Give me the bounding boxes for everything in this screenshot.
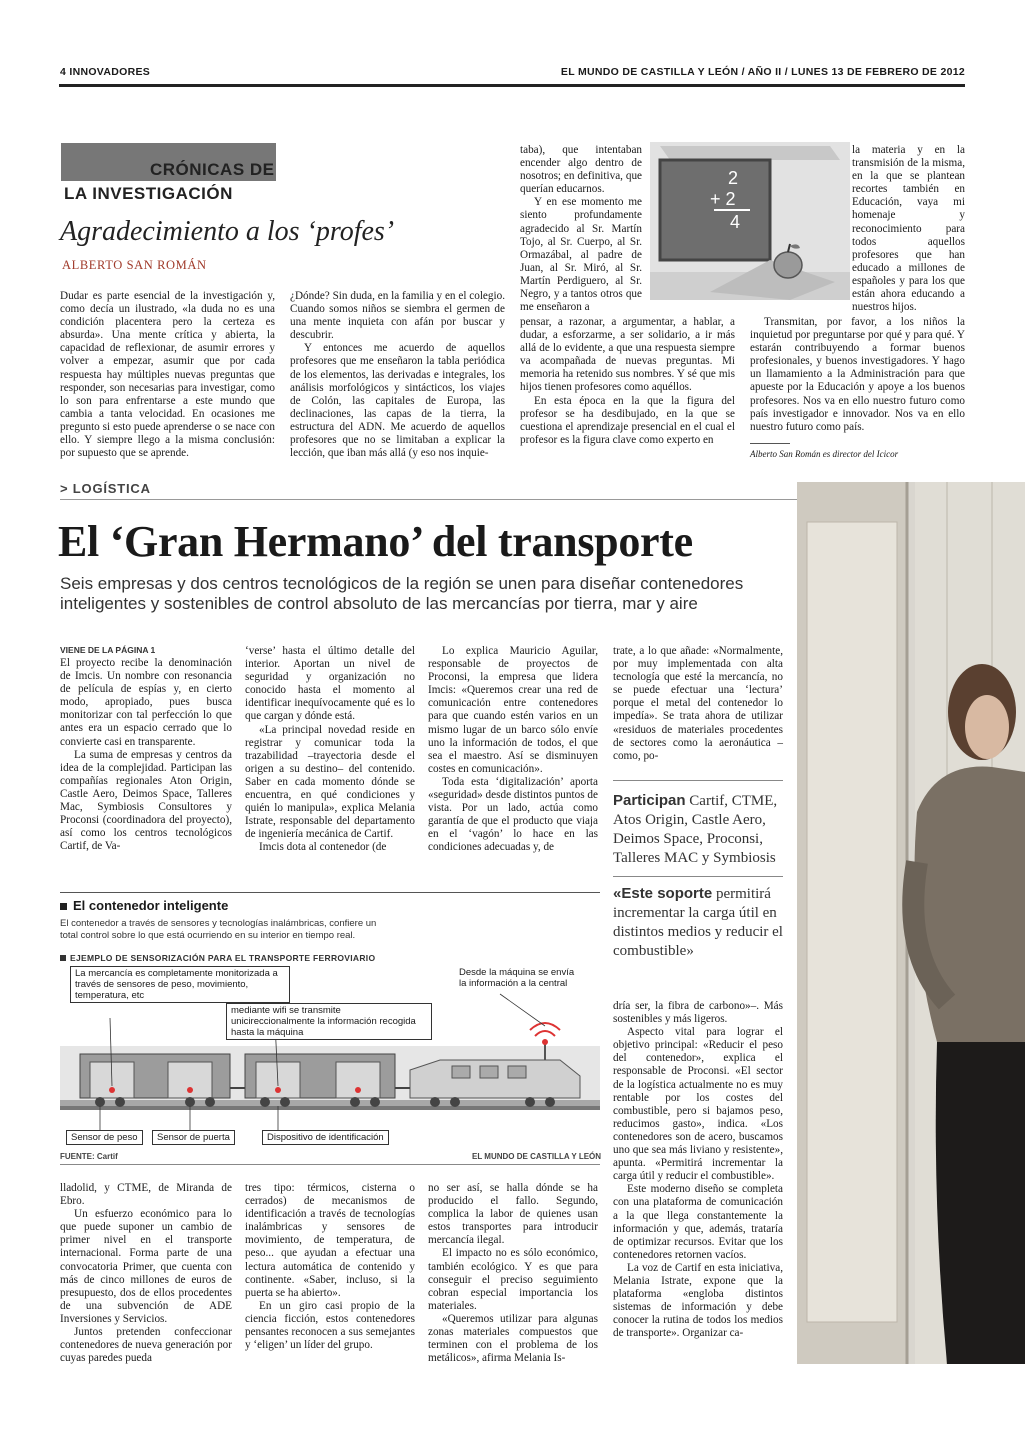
infographic-source: FUENTE: Cartif — [60, 1152, 118, 1161]
paragraph: Transmitan, por favor, a los niños la inquietud por preguntarse por qué y para qué. Y estarán contribuyendo a formar buenos profesionales, y buenos investigadores. Y hago un llamamiento a la Administración para que apueste por la Educación y apoye a los buenos profesores. Nos va en ello nuestro futuro como país investigador e innovador. Nos va en ello nuestro futuro como país. — [750, 316, 965, 433]
portrait-photo — [797, 482, 1025, 1364]
paragraph: dría ser, la fibra de carbono»–. Más sostenibles y más ligeros. — [613, 1000, 783, 1026]
cronicas-col-3-bottom — [520, 316, 735, 447]
board-digit-3: 4 — [730, 212, 741, 232]
header-rule — [59, 84, 965, 87]
paragraph: El proyecto recibe la denominación de Imcis. Un nombre con resonancia de película de espías y, en cierto modo, apropiado, pues busca monitorizar con tal perfección lo que antes era un espacio cerrado que lo convierte casi en transparente. — [60, 657, 232, 748]
paper-info: EL MUNDO DE CASTILLA Y LEÓN / AÑO II / LUNES 13 DE FEBRERO DE 2012 — [560, 66, 965, 78]
paragraph: tres tipo: térmicos, cisterna o cerrados) de mecanismos de identificación a través de tecnologías inalámbricas y sensores de movimiento, de temperatura, de peso... que ayudan a efectuar una lectura automática de contenido y continente. «Saber, incluso, si la puerta se ha abierto». — [245, 1182, 415, 1299]
paragraph: trate, a lo que añade: «Normalmente, por muy implementada con alta tecnología que esté la mercancía, no se puede efectuar una ‘lectura’ porque el metal del contenedor lo impedía». Se trata ahora de utilizar «residuos de materiales procedentes de sectores como la aeronáutica –como, po- — [613, 645, 783, 762]
board-digit-1: 2 — [728, 168, 739, 188]
paragraph: Imcis dota al contenedor (de — [259, 841, 387, 854]
paragraph: pensar, a razonar, a argumentar, a hablar, a dudar, a esforzarme, a ser solidario, a ir más allá de lo evidente, a que una respuesta siempre va acompañada de nuevas preguntas. Mi memoria ha retenido sus nombres. Y sé que mis hijos tienen profesores como aquéllos. — [520, 316, 735, 394]
pull-quote — [613, 884, 785, 961]
infographic-rule — [60, 892, 600, 893]
infographic-credit: EL MUNDO DE CASTILLA Y LEÓN — [472, 1152, 602, 1161]
section-rule — [60, 499, 797, 500]
infographic-title-text: El contenedor inteligente — [73, 898, 229, 913]
paragraph: ¿Dónde? Sin duda, en la familia y en el colegio. Cuando somos niños se siembra el germen de una mente inquieta con afán por buscar y descubrir. — [290, 290, 505, 342]
logistica-col-1 — [60, 657, 232, 853]
square-bullet-icon — [60, 903, 67, 910]
paragraph: no ser así, se halla dónde se ha producido el fallo. Segundo, complica la labor de quienes usan estos transportes para introducir mercancía ilegal. — [428, 1182, 598, 1247]
logistica-col-2 — [245, 645, 415, 855]
infographic-bottom-rule — [60, 1164, 600, 1165]
page-section-label: 4 INNOVADORES — [60, 66, 151, 78]
logistica-bottom-col-2 — [245, 1182, 415, 1352]
label-machine: Desde la máquina se envía la información a la central — [455, 966, 583, 990]
byline: ALBERTO SAN ROMÁN — [62, 258, 207, 272]
locomotive — [410, 1023, 580, 1107]
cronicas-col-3-top — [520, 144, 642, 314]
infographic-intro: El contenedor a través de sensores y tecnologías inalámbricas, confiere un total control sobre lo que está ocurriendo en su interior en tiempo real. — [60, 918, 377, 941]
paragraph: Y entonces me acuerdo de aquellos profesores que me enseñaron la tabla periódica de los elementos, las derivadas e integrales, los análisis morfológicos y sintácticos, los viajes de Colón, las capitales de Europa, las declinaciones, las capas de la tierra, la estructura del ADN. Me acuerdo de aquellos profesores que no se limitaban a explicar la lección, que iban más allá (y eso nos inquie- — [290, 342, 505, 460]
label-wifi: mediante wifi se transmite unicireccionalmente la información recogida hasta la máquina — [226, 1003, 432, 1040]
infographic-title — [60, 898, 228, 913]
paragraph: El impacto no es sólo económico, también ecológico. Y es que para conseguir el preciso seguimiento cobran especial importancia los materiales. — [428, 1247, 598, 1312]
signature-rule — [750, 443, 790, 444]
headline: El ‘Gran Hermano’ del transporte — [58, 517, 693, 566]
kicker-line-1: CRÓNICAS DE — [150, 160, 275, 179]
paragraph: taba), que intentaban encender algo dentro de nosotros; en definitiva, que querían educarnos. — [520, 144, 642, 196]
paragraph: La voz de Cartif en esta iniciativa, Melania Istrate, expone que la plataforma «engloba distintos sistemas de información y debe conocer la rutina de todos los medios de transporte». Organizar ca- — [613, 1261, 783, 1340]
paragraph: Un esfuerzo económico para lo que puede suponer un cambio de primer nivel en el transporte internacional. Forma parte de una convocatoria Primer, que cuenta con más de cinco millones de euros de presupuesto, dos de ellos procedentes de una subvención de ADE Inversiones y Servicios. — [60, 1208, 232, 1325]
continued-from: VIENE DE LA PÁGINA 1 — [60, 645, 156, 655]
logistica-bottom-col-3 — [428, 1182, 598, 1365]
paragraph: «La principal novedad reside en registrar y comunicar toda la trazabilidad –trayectoria desde el origen a su destino– del contenido. Saber en cada momento dónde se encuentra, en qué condiciones y quién lo manipula», explica Melania Istrate, responsable del departamento de ingeniería mecánica de Cartif. — [245, 723, 415, 841]
rail-track — [60, 1100, 600, 1106]
label-sensor-peso: Sensor de peso — [66, 1130, 143, 1145]
deck: Seis empresas y dos centros tecnológicos de la región se unen para diseñar contenedores inteligentes y sostenibles de control absoluto de las mercancías por tierra, mar y aire — [60, 574, 744, 613]
participan-rule — [613, 780, 783, 781]
label-sensor-puerta: Sensor de puerta — [152, 1130, 235, 1145]
logistica-bottom-col-1 — [60, 1182, 232, 1365]
paragraph: Aspecto vital para lograr el objetivo principal: «Reducir el peso del contenedor», explica el responsable de Proconsi. «El sector de la logística actualmente no es muy rentable por los costes del combustible, pero si bajamos peso, reducimos gasto», indica. «Los contenedores son de acero, buscamos uno que sea más liviano y resistente», apunta. «Permitirá incrementar la carga útil y reducir el combustible». — [613, 1026, 783, 1183]
infographic-subtitle — [60, 953, 375, 963]
label-weight-monitoring: La mercancía es completamente monitorizada a través de sensores de peso, movimiento, temperatura, etc — [70, 966, 290, 1003]
cronicas-col-4-bottom — [750, 316, 965, 434]
paragraph: Este moderno diseño se completa con una plataforma de comunicación a la que llega constantemente la información y que, además, trataría de optimizar recursos. Evitar que los contenedores retornen vacíos. — [613, 1183, 783, 1261]
section-label: > LOGÍSTICA — [60, 481, 151, 496]
paragraph: Juntos pretenden confeccionar contenedores de nueva generación por cuyas paredes pueda — [60, 1326, 232, 1365]
chalkboard-illustration — [650, 142, 850, 300]
participan-box — [613, 791, 785, 868]
signature: Alberto San Román es director del Icicor — [750, 449, 899, 459]
cronicas-col-1 — [60, 290, 275, 460]
board-digit-2: + 2 — [710, 189, 736, 209]
square-bullet-icon — [60, 955, 66, 961]
pull-quote-lead: «Este soporte — [613, 885, 713, 902]
logistica-col-4-bottom — [613, 1000, 783, 1340]
kicker-line-2: LA INVESTIGACIÓN — [64, 184, 233, 203]
paragraph: la materia y en la transmisión de la misma, en la que se plantean recortes también en Educación, vaya mi homenaje y reconocimiento para todos aquellos profesores que han educado a millones de españoles y para los que están ahora educando a nuestros hijos. — [852, 144, 965, 314]
label-dispositivo: Dispositivo de identificación — [262, 1130, 389, 1145]
participan-text: Cartif, CTME, Atos Origin, Castle Aero, Deimos Space, Proconsi, Talleres MAC y Symbiosis — [613, 793, 778, 866]
pull-quote-text: permitirá incrementar la carga útil en distintos medios y reducir el combustible» — [613, 886, 783, 959]
apple-icon — [774, 252, 802, 278]
wifi-signal-icon — [535, 1031, 555, 1036]
paragraph: ‘verse’ hasta el último detalle del interior. Aportan un nivel de seguridad y organización no conocido hasta el momento al identificar inequívocamente qué es lo que cargan y dónde está. — [245, 645, 415, 723]
logistica-col-3 — [428, 645, 598, 855]
column-title: Agradecimiento a los ‘profes’ — [60, 216, 395, 247]
logistica-col-4-top — [613, 645, 783, 763]
paragraph: Lo explica Mauricio Aguilar, responsable de proyectos de Proconsi, la empresa que lidera Imcis: «Queremos crear una red de comunicación entre contenedores para que cuando estén varios en un mismo lugar de un barco sólo envíe uno la información de todos, el que sea el maestro. Así se disminuyen costes en comunicación». — [428, 645, 598, 775]
infographic-subtitle-text: EJEMPLO DE SENSORIZACIÓN PARA EL TRANSPORTE FERROVIARIO — [70, 953, 376, 963]
paragraph: La suma de empresas y centros da idea de la complejidad. Participan las compañías regionales Aton Origin, Castle Aero, Deimos Space, Talleres Mac, Symbiosis Consultores y Proconsi (coordinadora del proyecto), así como los centros tecnológicos Cartif, de Va- — [60, 748, 232, 853]
paragraph: Dudar es parte esencial de la investigación y, como decía un ilustrado, «la duda no es una condición placentera pero la certeza es absurda». Una mente crítica y abierta, la capacidad de reflexionar, de asumir errores y volver a empezar, asumir que por cada respuesta hay múltiples nuevas preguntas que responder, son necesarias para investigar, como lo son para enfrentarse a este mundo que cambia a tanta velocidad. En ocasiones me pregunto si esto puede aprenderse o se nace con ello. Y siempre llego a la misma conclusión: por supuesto que se aprende. — [60, 290, 275, 460]
paragraph: lladolid, y CTME, de Miranda de Ebro. — [60, 1182, 232, 1208]
quote-rule-top — [613, 876, 783, 877]
cronicas-col-2 — [290, 290, 505, 460]
paragraph: En esta época en la que la figura del profesor se ha desdibujado, en la que se cuestiona el aprendizaje presencial en el cual el profesor es la figura clave como experto en — [520, 394, 735, 446]
paragraph: «Queremos utilizar para algunas zonas materiales compuestos que terminen con el problema de los metálicos», afirma Melania Is- — [428, 1312, 598, 1365]
paragraph: Y en ese momento me siento profundamente agradecido al Sr. Martín Tojo, al Sr. Cuerpo, al Sr. Ormazábal, al padre de Juan, al Sr. Miró, al Sr. Martín Perdiguero, al Sr. Negro, y a tantos otros que me enseñaron a — [520, 196, 642, 314]
participan-label: Participan — [613, 792, 686, 809]
cronicas-col-4-top — [852, 144, 965, 314]
paragraph: En un giro casi propio de la ciencia ficción, estos contenedores pensantes reconocen a sus semejantes y ‘eligen’ un líder del grupo. — [245, 1299, 415, 1352]
paragraph: Toda esta ‘digitalización’ aporta «seguridad» desde distintos puntos de vista. Por un lado, actúa como garantía de que el producto que viaja en el ‘vagón’ lo hace en las condiciones adecuadas y, de — [428, 775, 598, 854]
